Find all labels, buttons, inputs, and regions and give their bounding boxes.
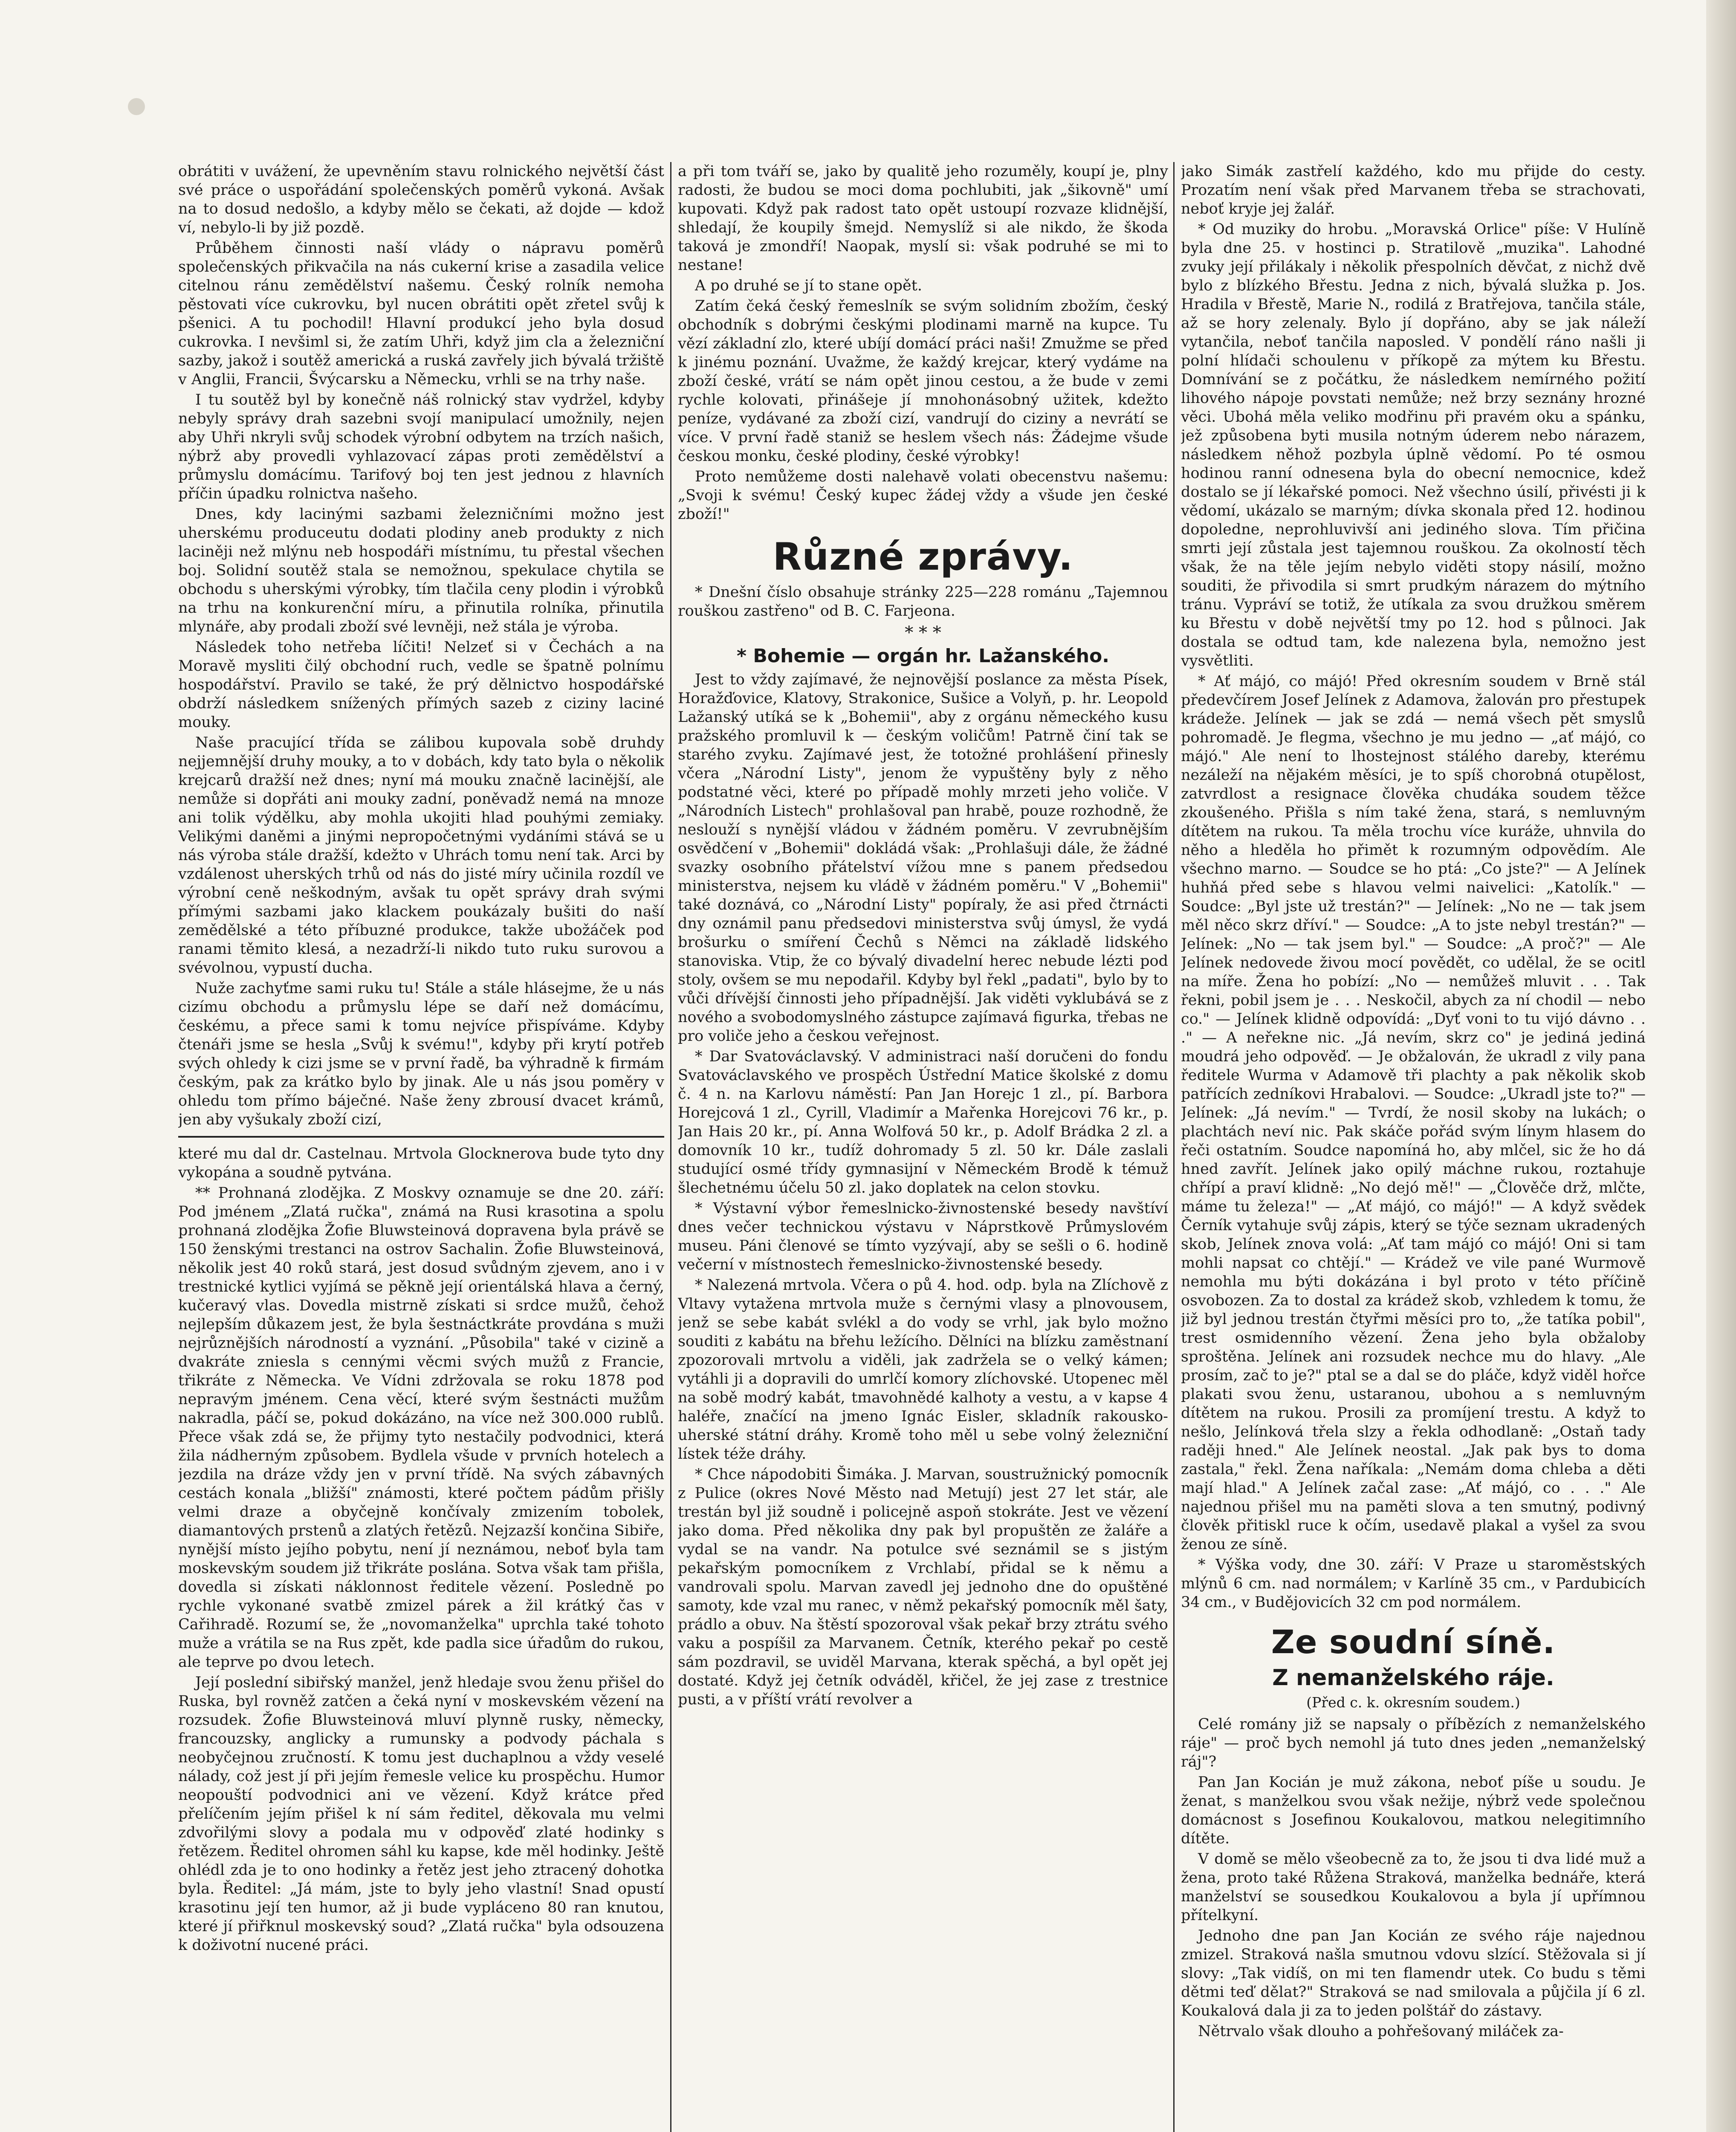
col3-paragraph: * Výška vody, dne 30. září: V Praze u staroměstských mlýnů 6 cm. nad normálem; v Karlíně 35 cm., v Pardubicích 34 cm., v Budějovicích 32 cm pod normálem. bbox=[1181, 1556, 1646, 1611]
col1-paragraph: Její poslední sibiřský manžel, jenž hledaje svou ženu přišel do Ruska, byl rovněž zatčen a čeká nyní v moskevském vězení na rozsudek. Žofie Bluwsteinová mluví plynně rusky, německy, francouzsky, anglicky a rumunsky a podvody páchala s neobyčejnou zručností. K tomu jest duchaplnou a vždy veselé nálady, což jest jí při jejím řemesle velice ku prospěchu. Humor neopouští podvodnici ani ve vězení. Když krátce před přelíčením jejím přišel k ní sám ředitel, děkovala mu velmi zdvořilými slovy a podala mu v odpověď zlaté hodinky s řetězem. Ředitel ohromen sáhl ku kapse, kde měl hodinky. Ještě ohlédl zda je to ono hodinky a řetěz jest jeho ztracený dohotka byla. Ředitel: „Já mám, jste to byly jeho vlastní! Snad opustí krasotinu její ten humor, až ji bude vypláceno 80 ran knutou, které jí přiřknul moskevský soud? „Zlatá ručka" byla odsouzena k doživotní nucené práci. bbox=[178, 1674, 664, 1954]
col3-paragraph: Jednoho dne pan Jan Kocián ze svého ráje najednou zmizel. Straková našla smutnou vdovu slzící. Stěžovala si jí slovy: „Tak vidíš, on mi ten flamendr utek. Co budu s těmi dětmi teď dělat?" Straková se nad smilovala a půjčila jí 6 zl. Koukalová dala ji za to jeden polštář do zástavy. bbox=[1181, 1927, 1646, 2019]
col3-paragraph: jako Simák zastřelí každého, kdo mu přijde do cesty. Prozatím není však před Marvanem třeba se strachovati, neboť kryje jej žalář. bbox=[1181, 163, 1646, 217]
asterisk-separator: * * * bbox=[905, 623, 941, 643]
section-subtitle: Z nemanželského ráje. bbox=[1272, 1665, 1554, 1691]
article-heading-bohemie: * Bohemie — orgán hr. Lažanského. bbox=[737, 645, 1109, 667]
col2-paragraph: * Výstavní výbor řemeslnicko-živnostenské besedy navštíví dnes večer technickou výstavu v Náprstkově Průmyslovém museu. Páni členové se tímto vyzývají, aby se sešli o 6. hodině večerní v místnostech řemeslnicko-živnostenské besedy. bbox=[678, 1200, 1168, 1273]
section-title-ruzne-zpravy: Různé zprávy. bbox=[773, 535, 1073, 579]
col3-paragraph: Celé romány již se napsaly o příbězích z nemanželského ráje" — proč bych nemohl já tuto dnes jeden „nemanželský ráj"? bbox=[1181, 1716, 1646, 1770]
col1-paragraph: obrátiti v uvážení, že upevněním stavu rolnického největší část své práce o uspořádání společenských poměrů vykoná. Avšak na to dosud nedošlo, a kdyby mělo se čekati, až dojde — kdož ví, nebylo-li by již pozdě. bbox=[178, 163, 664, 236]
section-divider bbox=[178, 1136, 664, 1138]
article-zlodejka: ** Prohnaná zlodějka. Z Moskvy oznamuje se dne 20. září: Pod jménem „Zlatá ručka", známá na Rusi krasotina a spolu prohnaná zlodějka Žofie Bluwsteinová dopravena byla právě se 150 ženskými trestanci na ostrov Sachalin. Žofie Bluwsteinová, několik jest 40 roků stará, jest dosud svůdným zjevem, ano i v trestnické kytlici vyjímá se pěkně její orientálská hlava a černý, kučeravý vlas. Dovedla mistrně získati si srdce mužů, čehož nejlepším důkazem jest, že byla šestnáctkráte provdána s muži nejrůznějších národností a vyznání. „Působila" také v cizině a dvakráte zniesla s cennými věcmi svých mužů z Francie, třikráte z Německa. Ve Vídni zdržovala se roku 1878 pod nepravým jménem. Cena věcí, které svým šestnácti mužům nakradla, páčí se, pokud dokázáno, na více než 300.000 rublů. Přece však zdá se, že přijmy tyto nestačily podvodnici, která žila nádherným způsobem. Bydlela všude v prvních hotelech a jezdila na dráze vždy jen v první třídě. Na svých zábavných cestách konala „bližší" známosti, které počtem pádům přišly velmi draze a obyčejně končívaly zmizením tobolek, diamantových prstenů a zlatých řetězů. Nejzazší končina Sibiře, nynější místo jejího pobytu, není jí neznámou, neboť byla tam moskevským soudem již třikráte poslána. Sotva však tam přišla, dovedla si získati náklonnost ředitele vězení. Posledně po rychle vykonané svatbě zmizel párek a žil krátký čas v Cařihradě. Rozumí se, že „novomanželka" uprchla také tohoto muže a vrátila se na Rus zpět, kde padla sice úřadům do rukou, ale teprve po dvou letech. bbox=[178, 1185, 664, 1671]
col3-paragraph: * Od muziky do hrobu. „Moravská Orlice" píše: V Hulíně byla dne 25. v hostinci p. Stratilově „muzika". Lahodné zvuky její přilákaly i několik přespolních děvčat, z nichž dvě bylo z blízkého Břestu. Jedna z nich, bývalá služka p. Jos. Hradila v Břestě, Marie N., rodilá z Bratřejova, tančila stále, až se hory zelenaly. Bylo jí dopřáno, aby se jak náleží vytančila, neboť tančila naposled. V pondělí ráno našli ji polní hlídači schoulenu v příkopě za mýtem ku Břestu. Domnívání se z počátku, že následkem nemírného požití lihového nápoje povstati nemůže; než brzy seznány hrozné věci. Ubohá měla veliko modřinu při pravém oku a spánku, jež způsobena byti musila notným úderem nebo nárazem, následkem něhož pozbyla úplně vědomí. Po té osmou hodinou ranní odnesena byla do obecní nemocnice, kdež dostalo se jí lékařské pomoci. Než všechno úsilí, přivésti ji k vědomí, ukázalo se marným; dívka skonala před 12. hodinou dopoledne, neprohluvivší ani jediného slova. Tím přičina smrti její zůstala jest tajemnou rouškou. Za okolností těch však, že na těle jejím nebylo viděti stopy násilí, možno souditi, že přivodila si smrt prudkým nárazem do mýtního tránu. Vypráví se totiž, že utíkala za svou družkou směrem ku Břestu v době největší tmy po 12. hod s půlnoci. Jak dostala se odtud tam, kde nalezena byla, nemožno jest vysvětliti. bbox=[1181, 221, 1646, 669]
col2-paragraph: A po druhé se jí to stane opět. bbox=[695, 277, 922, 294]
section-note: (Před c. k. okresním soudem.) bbox=[1306, 1694, 1520, 1711]
column-3 bbox=[1181, 162, 1646, 2132]
col2-paragraph: * Dar Svatováclavský. V administraci naší doručeni do fondu Svatováclavského ve prospěch Ústřední Matice školské z domu č. 4 n. na Karlovu náměstí: Pan Jan Horejc 1 zl., pí. Barbora Horejcová 1 zl., Cyrill, Vladimír a Mařenka Horejcovi 76 kr., p. Jan Hais 20 kr., pí. Anna Wolfová 50 kr., p. Adolf Brádka 2 zl. a domovník 10 kr., tudíž dohromady 5 zl. 50 kr. Dále zaslali studující osmé třídy gymnasijní v Německém Brodě k témuž šlechetnému účelu 50 zl. jako doplatek na celon stovku. bbox=[678, 1048, 1168, 1196]
col2-paragraph: * Chce nápodobiti Šimáka. J. Marvan, soustružnický pomocník z Pulice (okres Nové Město nad Metují) jest 27 let stár, ale trestán byl již soudně i policejně aspoň stokráte. Jest ve vězení jako doma. Před několika dny pak byl propuštěn ze žaláře a vydal se na vandr. Na potulce své seznámil se s jistým pekařským pomocníkem z Vrchlabí, přidal se k němu a vandrovali spolu. Marvan zavedl jej jednoho dne do opuštěné samoty, kde vzal mu ranec, v němž pekařský pomocník měl šaty, prádlo a obuv. Na štěstí spozoroval však pekař brzy ztrátu svého vaku a pospíšil za Marvanem. Četník, kterého pekař po cestě sám pozdravil, se uviděl Marvana, kterak spěchá, a byl opět jej dostaté. Když jej četník odváděl, křičel, že jej zase z trestnice pusti, a v příští vrátí revolver a bbox=[678, 1466, 1168, 1708]
col1-paragraph: Následek toho netřeba líčiti! Nelzeť si v Čechách a na Moravě mysliti čilý obchodní ruch, vedle se špatně polnímu hospodářství. Pravilo se také, že prý dělnictvo hospodářské obdrží následkem snížených přímých sazeb z ciziny laciné mouky. bbox=[178, 639, 664, 731]
col2-paragraph: a při tom tváří se, jako by qualitě jeho rozuměly, koupí je, plny radosti, že budou se moci doma pochlubiti, jak „šikovně" umí kupovati. Když pak radost tato opět ustoupí rozvaze klidnější, shledají, že koupily šmejd. Nemyslíž si ale nikdo, že škoda taková je zmondří! Naopak, myslí si: však podruhé se mi to nestane! bbox=[678, 163, 1168, 274]
col1-paragraph: které mu dal dr. Castelnau. Mrtvola Glocknerova bude tyto dny vykopána a soudně pytvána. bbox=[178, 1145, 664, 1181]
col1-paragraph: Nuže zachyťme sami ruku tu! Stále a stále hlásejme, že u nás cizímu obchodu a průmyslu lépe se daří než domácímu, českému, a přece sami k tomu nejvíce přispíváme. Kdyby čtenáři jsme se hesla „Svůj k svému!", kdyby při krytí potřeb svých ohledy k cizi jsme se v první řadě, ba výhradně k firmám českým, pak za krátko bylo by jinak. Ale u nás jsou poměry v ohledu tom přímo báječné. Naše ženy zbrousí dvacet krámů, jen aby vyšukaly zboží cizí, bbox=[178, 980, 664, 1128]
column-rule-right bbox=[1173, 162, 1175, 2132]
column-rule-left bbox=[670, 162, 671, 2132]
section-title-soudni-sin: Ze soudní síně. bbox=[1271, 1623, 1556, 1661]
col2-paragraph: Zatím čeká český řemeslník se svým solidním zbožím, český obchodník s dobrými českými plodinami marně na kupce. Tu vězí základní zlo, které ubíjí domácí práci naši! Zmužme se před k jinému poznání. Uvažme, že každý krejcar, který vydáme na zboží české, vrátí se nám opět jinou cestou, a že bude v zemi rychle kolovati, přinášeje jí mnohonásobný užitek, kdežto peníze, vydávané za zboží cizí, vandrují do ciziny a nevrátí se více. V první řadě staniž se heslem všech nás: Žádejme všude českou monku, české plodiny, české výrobky! bbox=[678, 298, 1168, 465]
col1-paragraph: Naše pracující třída se zálibou kupovala sobě druhdy nejjemnější druhy mouky, a to v dobách, kdy tato byla o několik krejcarů dražší než dnes; nyní má mouku značně lacinější, ale nemůže si dopřáti ani mouky zadní, poněvadž nemá na mnoze ani tolik výdělku, aby mohla ukojiti hlad pouhými zemiaky. Velikými daněmi a jinými nepropočetnými vydáními stává se u nás výroba stále dražší, kdežto v Uhrách tomu není tak. Arci by vzdálenost uherských trhů od nás do jisté míry učinila rozdíl ve výrobní ceně neškodným, avšak tu opět správy drah svými přímými sazbami jako klackem poukázaly bušiti do naší zemědělské a této příbuzné produkce, takže ubožáček pod ranami těmito klesá, a nezadrží-li nikdo tuto ruku surovou a svévolnou, vypustí ducha. bbox=[178, 734, 664, 976]
col3-paragraph: * Ať májó, co májó! Před okresním soudem v Brně stál předevčírem Josef Jelínek z Adamova, žalován pro přestupek krádeže. Jelínek — jak se zdá — nemá všech pět smyslů pohromadě. Je flegma, všechno je mu jedno — „ať májó, co májó." Ale není to lhostejnost stálého dareby, kterému nezáleží na nějakém měsíci, je to spíš chorobná otupělost, zatvrdlost a resignace člověka chudáka soudem těžce zkoušeného. Přišla s ním také žena, stará, s nemluvným dítětem na rukou. Ta měla trochu více kuráže, uhnvila do něho a hleděla ho přimět k rozumným odpovědím. Ale všechno marno. — Soudce se ho ptá: „Co jste?" — A Jelínek huhňá před sebe s hlavou velmi naivelici: „Katolík." — Soudce: „Byl jste už trestán?" — Jelínek: „No ne — tak jsem měl něco skrz dříví." — Soudce: „A to jste nebyl trestán?" — Jelínek: „No — tak jsem byl." — Soudce: „A proč?" — Ale Jelínek nedovede živou mocí povědět, co udělal, že se ocitl na míře. Žena ho pobízí: „No — nemůžeš mluvit . . . Tak řekni, pobil jsem je . . . Neskočil, abych za ní chodil — nebo co." — Jelínek klidně odpovídá: „Dyť voni to tu vijó dávno . . ." — A neřekne nic. „Já nevím, skrz co" je jediná jediná moudrá jeho odpověď. — Je obžalován, že ukradl z vily pana ředitele Wurma v Adamově tři plachty a pak několik skob patřících zedníkovi Hrabalovi. — Soudce: „Ukradl jste to?" — Jelínek: „Já nevím." — Tvrdí, že nosil skoby na lukách; o plachtách neví nic. Pak skáče pořád svým línym hlasem do řeči ostatním. Soudce napomíná ho, aby mlčel, sic že ho dá hned zavřít. Jelínek jako opilý máchne rukou, roztahuje chřípí a praví klidně: „No dejó mě!" — „Člověče drž, mlčte, máme tu železa!" — „Ať májó, co májó!" — A když svědek Černík vytahuje svůj zápis, který se týče seznam ukradených skob, Jelínek znova volá: „Ať tam májó co májó! Oni si tam mohli napsat co chtějí." — Krádež ve vile pané Wurmově nemohla mu býti dokázána i byl proto v této příčině osvobozen. Za to dostal za krádež skob, vzhledem k tomu, že již byl jednou trestán čtyřmi měsíci pro to, „že tatíka pobil", trest osmidenního vězení. Žena jeho byla obžaloby sproštěna. Jelínek ani rozsudek nechce mu do hlavy. „Ale prosím, zač to je?" ptal se a dal se do pláče, když viděl hořce plakati svou ženu, ustaranou, ubohou a s nemluvným dítětem na rukou. Prosili za promíjení trestu. A když to nešlo, Jelínková třela slzy a řekla odhodlaně: „Ostaň tady raději hned." Ale Jelínek neostal. „Jak pak bys to doma zastala," řekl. Žena naříkala: „Nemám doma chleba a děti mají hlad." A Jelínek začal zase: „Ať májó, co . . ." Ale najednou přišel mu na paměti slova a ten smutný, podivný člověk přitiskl ruce k očím, usedavě plakal a vyšel za svou ženou ze síně. bbox=[1181, 673, 1646, 1553]
column-1 bbox=[178, 162, 664, 2132]
page-blemish bbox=[128, 98, 145, 115]
page-edge-shadow bbox=[1706, 0, 1736, 2132]
col3-paragraph: V domě se mělo všeobecně za to, že jsou ti dva lidé muž a žena, proto také Růžena Straková, manželka bednáře, která manželství se sousedkou Koukalovou a byla jí upřímnou přítelkyní. bbox=[1181, 1851, 1646, 1924]
col1-paragraph: I tu soutěž byl by konečně náš rolnický stav vydržel, kdyby nebyly správy drah sazebni svojí manipulací umožnily, nejen aby Uhři nkryli svůj schodek výrobní odbytem na trzích našich, nýbrž aby provedli vyhlazovací zápas proti zemědělství a průmyslu domácímu. Tarifový boj ten jest jednou z hlavních příčin úpadku rolnictva našeho. bbox=[178, 391, 664, 502]
column-2 bbox=[678, 162, 1168, 2132]
col3-paragraph: Pan Jan Kocián je muž zákona, neboť píše u soudu. Je ženat, s manželkou svou však nežije, nýbrž vede společnou domácnost s Josefinou Koukalovou, matkou nelegitimního dítěte. bbox=[1181, 1774, 1646, 1847]
col1-paragraph: Dnes, kdy lacinými sazbami železničními možno jest uherskému produceutu dodati plodiny aneb produkty z nich laciněji než mlýnu neb hospodáři místnímu, tu přestal všechen boj. Solidní soutěž stala se nemožnou, spekulace chytila se obchodu s uherskými výrobky, tím tlačila ceny plodin i výrobků na trhu na konkurenční míru, a přinutila rolníka, přinutila mlynáře, aby prodali zboží své levněji, než stála je výroba. bbox=[178, 506, 664, 635]
col3-paragraph: Nětrvalo však dlouho a pohřešovaný miláček za- bbox=[1198, 2023, 1564, 2040]
col2-paragraph: * Nalezená mrtvola. Včera o pů 4. hod. odp. byla na Zlíchově z Vltavy vytažena mrtvola muže s černými vlasy a plnovousem, jenž se sebe kabát svlékl a do vody se vrhl, jak bylo možno souditi z kabátu na břehu ležícího. Dělníci na blízku zaměstnaní zpozorovali mrtvolu a viděli, jak zadržela se o velký kámen; vytáhli ji a dopravili do umrlčí komory zlíchovské. Utopenec měl na sobě modrý kabát, tmavohnědé kalhoty a vestu, a v kapse 4 haléře, značící na jmeno Ignác Eisler, skladník rakousko-uherské státní dráhy. Kromě toho měl u sebe volný železniční lístek téže dráhy. bbox=[678, 1277, 1168, 1463]
col1-paragraph: Průběhem činnosti naší vlády o nápravu poměrů společenských přikvačila na nás cukerní krise a zasadila velice citelnou ránu zemědělství našemu. Český rolník nemoha pěstovati více cukrovku, byl nucen obrátiti opět zřetel svůj k pšenici. A tu pochodil! Hlavní produkcí jeho byla dosud cukrovka. I nevšiml si, že zatím Uhři, když jim cla a železniční sazby, jakož i soutěž americká a ruská zavřely jich bývalá tržiště v Anglii, Francii, Švýcarsku a Německu, vrhli se na trhy naše. bbox=[178, 240, 664, 388]
col2-paragraph: Proto nemůžeme dosti nalehavě volati obecenstvu našemu: „Svoji k svému! Český kupec žádej vždy a všude jen české zboží!" bbox=[678, 468, 1168, 523]
col2-paragraph: Jest to vždy zajímavé, že nejnovější poslance za města Písek, Horažďovice, Klatovy, Strakonice, Sušice a Volyň, p. hr. Leopold Lažanský utíká se k „Bohemii", aby z orgánu německého kusu pražského promluvil k — českým voličům! Patrně činí tak se starého zvyku. Zajímavé jest, že totožné prohlášení přinesly včera „Národní Listy", jenom že vypuštěny byly z něho podstatné věci, které po případě mohly mrzeti jeho voliče. V „Národních Listech" prohlašoval pan hrabě, pouze rozhodně, že neslouží s nynější vládou v žádném poměru. V zevrubnějším osvědčení v „Bohemii" dokládá však: „Prohlašuji dále, že žádné svazky osobního přátelství vížou mne s panem předsedou ministerstva, nejsem ku vládě v žádném poměru." V „Bohemii" také doznává, co „Národní Listy" popíraly, že asi před čtrnácti dny oznámil panu předsedovi ministerstva svůj úmysl, že vydá brošurku o smíření Čechů s Němci na základě lidského stanoviska. Vtip, že co bývalý divadelní herec nebude lézti pod stoly, ovšem se mu nepodařil. Kdyby byl řekl „padati", bylo by to vůči dřívější činnosti jeho případnější. Jak viděti vyklubává se z nového a svobodomyslného zástupce zajímavá figurka, třebas ne pro voliče jeho a českou veřejnost. bbox=[678, 671, 1168, 1045]
col2-paragraph: * Dnešní číslo obsahuje stránky 225—228 románu „Tajemnou rouškou zastřeno" od B. C. Farjeona. bbox=[678, 584, 1168, 620]
